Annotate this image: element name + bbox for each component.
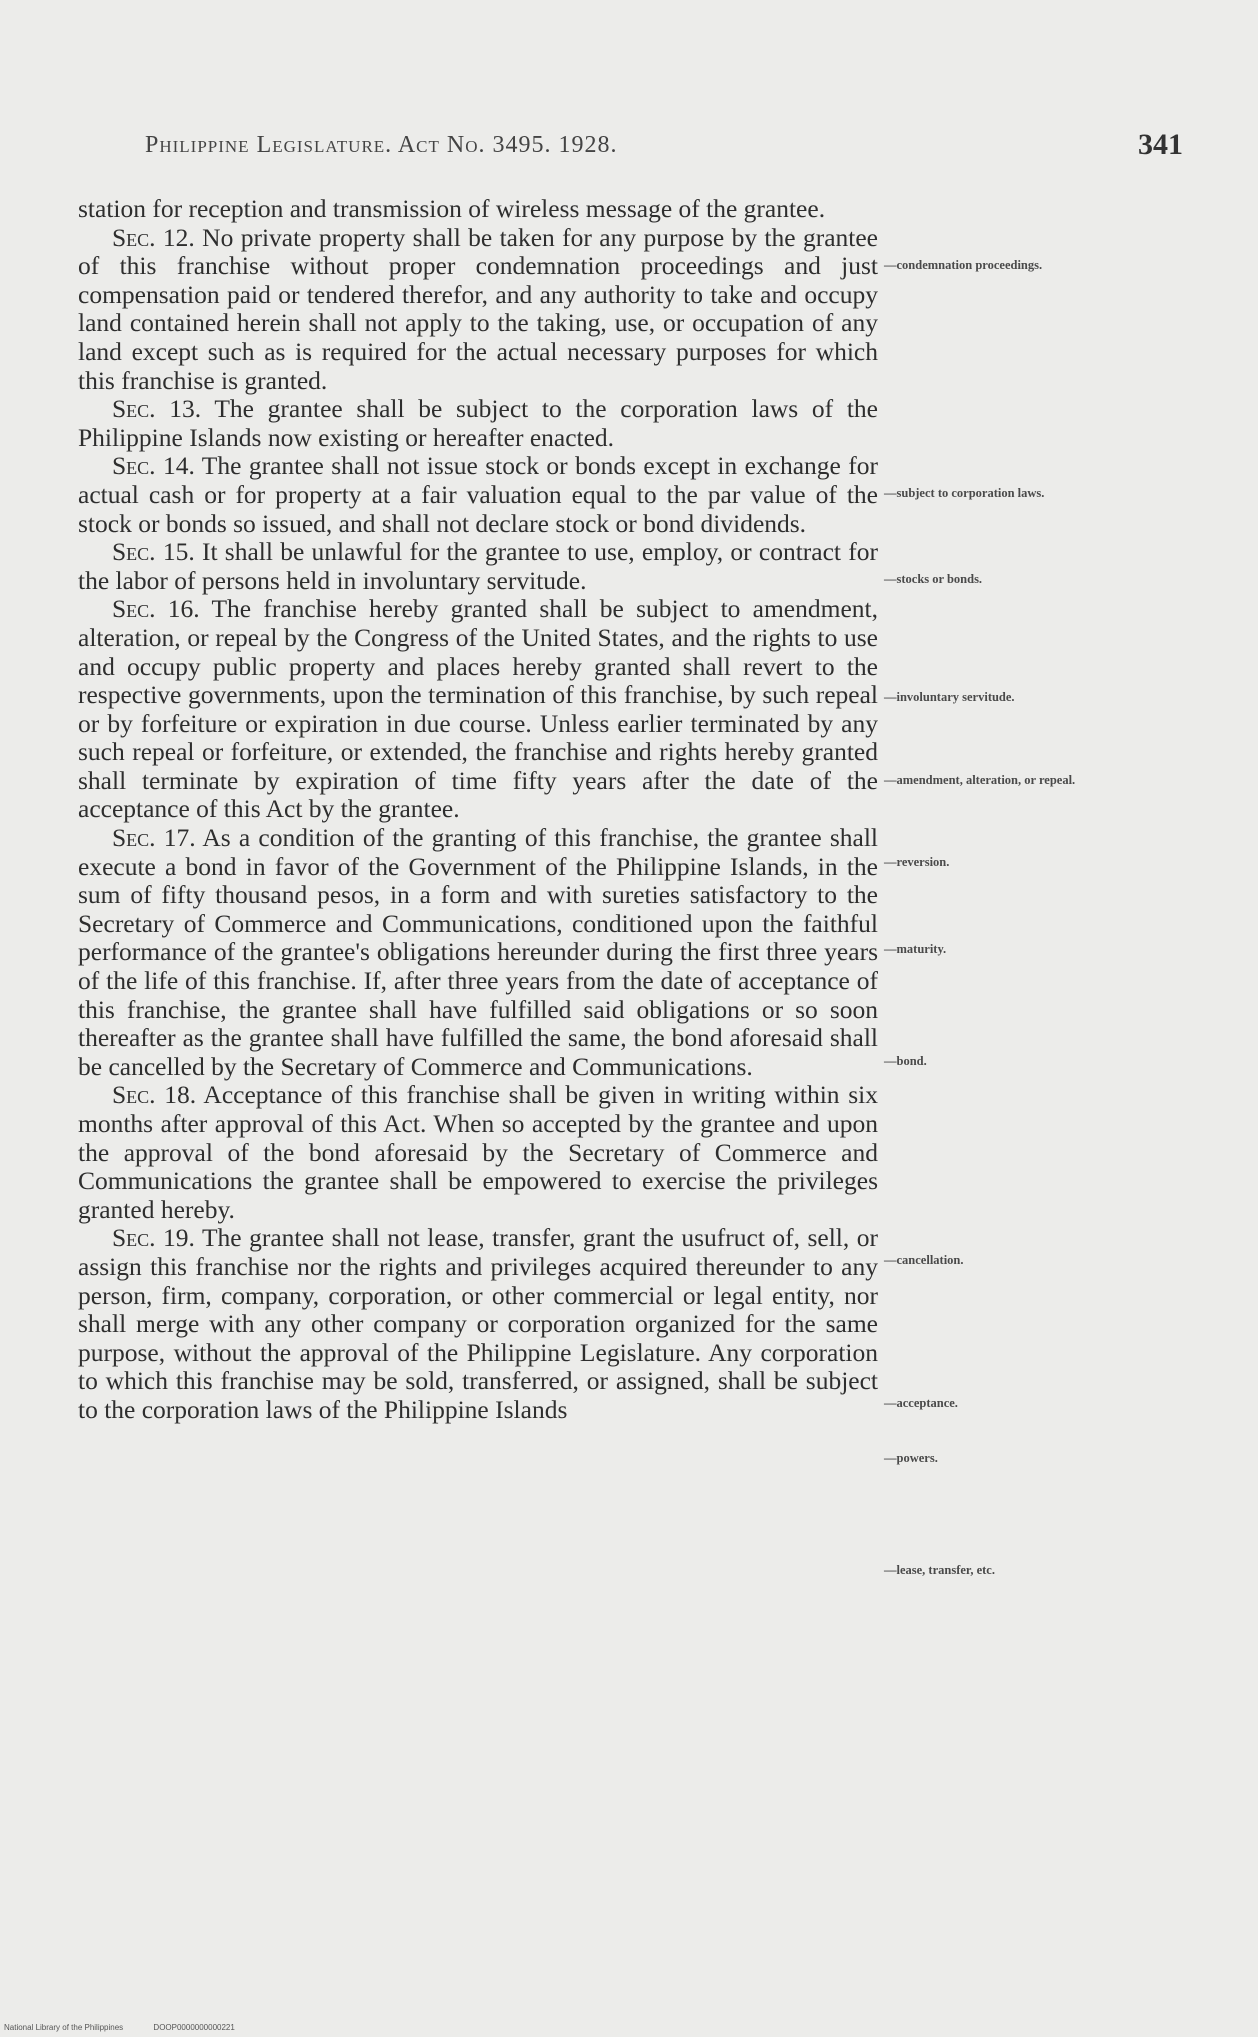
scan-footer xyxy=(4,2023,263,2032)
margin-note-servitude: —involuntary servitude. xyxy=(884,690,1015,704)
section-text: 15. It shall be unlawful for the grantee to use, employ, or contract for the labor of persons held in involuntary servitude. xyxy=(78,537,878,595)
section-text: 16. The franchise hereby granted shall be subject to amendment, alteration, or repeal by the Congress of the United States, and the rights to use and occupy public property and places hereby granted shall revert to the respective governments, upon the termination of this franchise, by such repeal or by forfeiture or expiration in due course. Unless earlier terminated by any such repeal or forfeiture, or extended, the franchise and rights hereby granted shall terminate by expiration of time fifty years after the date of the acceptance of this Act by the grantee. xyxy=(78,594,878,824)
margin-note-powers: —powers. xyxy=(884,1451,938,1465)
margin-note-reversion: —reversion. xyxy=(884,855,950,869)
section-label: Sec. xyxy=(112,1223,156,1253)
section-label: Sec. xyxy=(112,594,156,624)
section-15 xyxy=(78,538,878,595)
margin-note-acceptance: —acceptance. xyxy=(884,1396,958,1410)
section-17 xyxy=(78,824,878,1081)
margin-note-corporation-laws: —subject to corporation laws. xyxy=(884,486,1045,500)
margin-note-cancellation: —cancellation. xyxy=(884,1253,964,1267)
section-label: Sec. xyxy=(112,451,156,481)
margin-note-bond: —bond. xyxy=(884,1054,927,1068)
section-text: 12. No private property shall be taken for any purpose by the grantee of this franchise without proper condemnation proceedings and just compensation paid or tendered therefor, and any authority to take and occupy land contained herein shall not apply to the taking, use, or occupation of any land except such as is required for the actual necessary purposes for which this franchise is granted. xyxy=(78,222,878,395)
section-16 xyxy=(78,595,878,824)
section-18 xyxy=(78,1081,878,1224)
paragraph-continuation: station for reception and transmission of wireless message of the grantee. xyxy=(78,194,826,223)
section-label: Sec. xyxy=(112,537,156,567)
margin-note-maturity: —maturity. xyxy=(884,942,947,956)
section-label: Sec. xyxy=(112,222,156,252)
margin-note-stocks-bonds: —stocks or bonds. xyxy=(884,572,983,586)
section-text: 13. The grantee shall be subject to the corporation laws of the Philippine Islands now existing or hereafter enacted. xyxy=(78,394,878,452)
page-number: 341 xyxy=(1138,128,1183,161)
section-text: 18. Acceptance of this franchise shall be given in writing within six months after approval of this Act. When so accepted by the grantee and upon the approval of the bond aforesaid by the Secretary of Commerce and Communications the grantee shall be empowered to exercise the privileges granted hereby. xyxy=(78,1080,878,1224)
section-text: 19. The grantee shall not lease, transfer, grant the usufruct of, sell, or assign this franchise nor the rights and privileges acquired thereunder to any person, firm, company, corporation, or other commercial or legal entity, nor shall merge with any other company or corporation organized for the same purpose, without the approval of the Philippine Legislature. Any corporation to which this franchise may be sold, transferred, or assigned, shall be subject to the corporation laws of the Philippine Islands xyxy=(78,1223,878,1424)
footer-source: National Library of the Philippines xyxy=(4,2023,124,2032)
section-13 xyxy=(78,395,878,452)
section-12 xyxy=(78,224,878,396)
section-label: Sec. xyxy=(112,823,156,853)
margin-note-amendment: —amendment, alteration, or repeal. xyxy=(884,773,1076,787)
section-14 xyxy=(78,452,878,538)
section-19 xyxy=(78,1224,878,1424)
section-text: 14. The grantee shall not issue stock or bonds except in exchange for actual cash or for property at a fair valuation equal to the par value of the stock or bonds so issued, and shall not declare stock or bond dividends. xyxy=(78,451,878,538)
margin-note-lease-transfer: —lease, transfer, etc. xyxy=(884,1563,995,1577)
section-text: 17. As a condition of the granting of this franchise, the grantee shall execute a bond in favor of the Government of the Philippine Islands, in the sum of fifty thousand pesos, in a form and with sureties satisfactory to the Secretary of Commerce and Communications, conditioned upon the faithful performance of the grantee's obligations hereunder during the first three years of the life of this franchise. If, after three years from the date of acceptance of this franchise, the grantee shall have fulfilled said obligations or so soon thereafter as the grantee shall have fulfilled the same, the bond aforesaid shall be cancelled by the Secretary of Commerce and Communications. xyxy=(78,823,878,1081)
margin-note-condemnation: —condemnation proceedings. xyxy=(884,258,1043,272)
running-head: Philippine Legislature. Act No. 3495. 1928. xyxy=(145,132,618,158)
body-text xyxy=(78,195,878,1425)
footer-image-id: DOOP0000000000221 xyxy=(153,2023,235,2032)
section-label: Sec. xyxy=(112,394,156,424)
section-label: Sec. xyxy=(112,1080,156,1110)
